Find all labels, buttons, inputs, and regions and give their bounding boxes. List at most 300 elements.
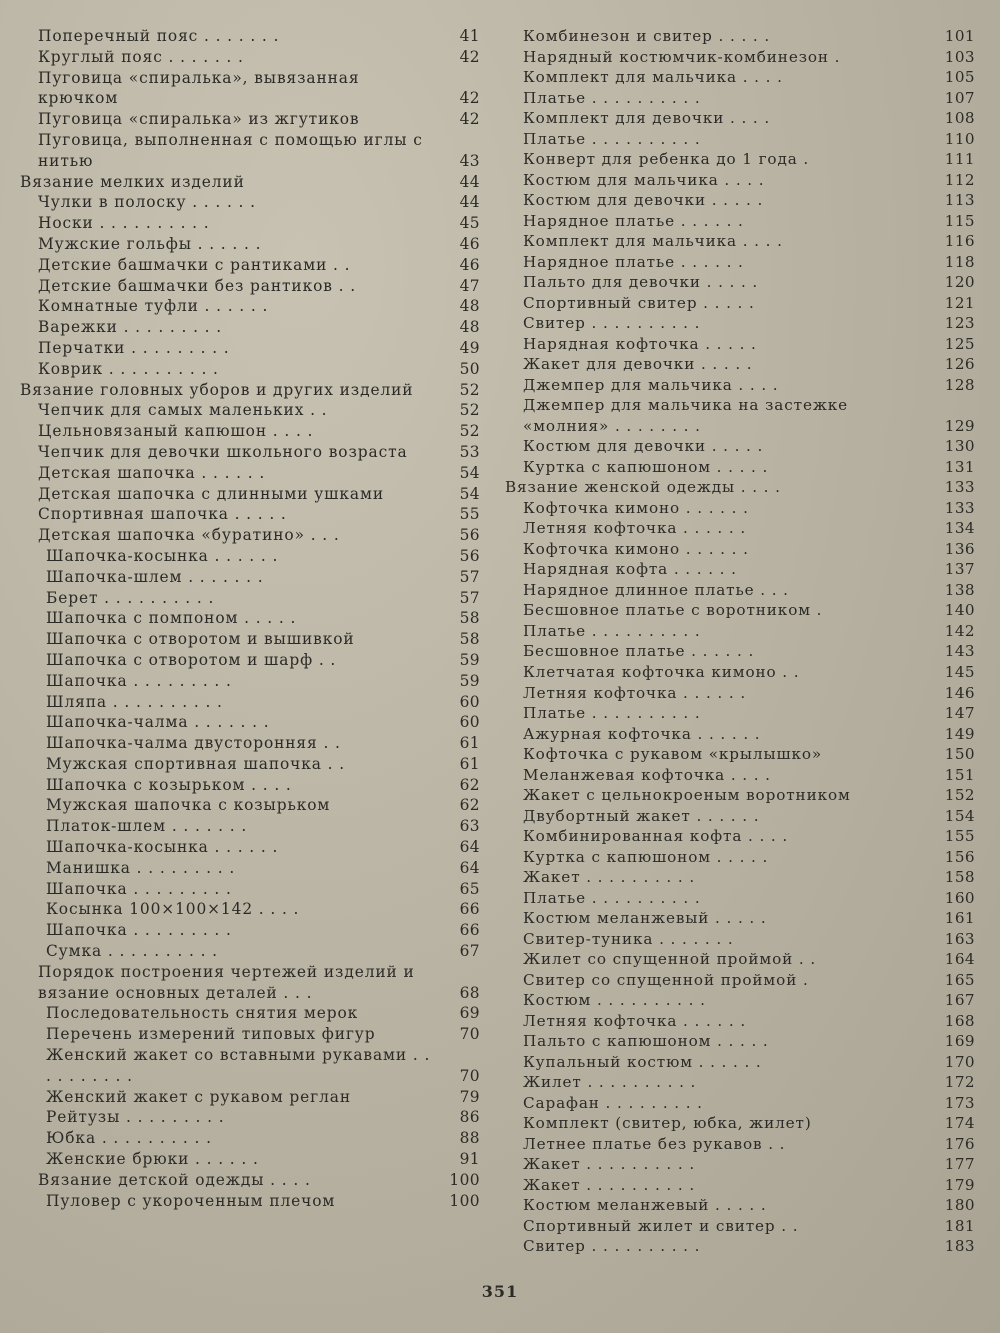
toc-entry-page: 62 bbox=[459, 796, 480, 815]
toc-entry-page: 170 bbox=[944, 1052, 975, 1071]
toc-entry bbox=[20, 920, 480, 941]
toc-entry-title: Нарядное длинное платье . . . bbox=[523, 580, 789, 599]
toc-entry-page: 116 bbox=[944, 232, 975, 251]
toc-entry bbox=[505, 1052, 975, 1073]
toc-entry bbox=[20, 795, 480, 816]
toc-entry-title: Летняя кофточка . . . . . . bbox=[523, 683, 747, 702]
toc-entry-page: 105 bbox=[944, 68, 975, 87]
toc-entry bbox=[505, 867, 975, 888]
toc-entry bbox=[20, 213, 480, 234]
toc-entry-page: 56 bbox=[459, 526, 480, 545]
toc-entry-page: 57 bbox=[459, 567, 480, 586]
toc-entry-title: Спортивный жилет и свитер . . bbox=[523, 1216, 799, 1235]
toc-entry-title: Комбинированная кофта . . . . bbox=[523, 827, 789, 846]
toc-entry-title: Комплект для девочки . . . . bbox=[523, 109, 771, 128]
toc-entry-title: Мужская спортивная шапочка . . bbox=[46, 754, 346, 773]
toc-entry bbox=[20, 400, 480, 421]
toc-entry-page: 110 bbox=[944, 129, 975, 148]
toc-entry bbox=[20, 504, 480, 525]
toc-entry-title: Юбка . . . . . . . . . . bbox=[46, 1129, 212, 1148]
toc-entry-page: 113 bbox=[944, 191, 975, 210]
toc-entry-title: Жакет с цельнокроеным воротником bbox=[523, 786, 851, 805]
toc-entry-page: 151 bbox=[944, 765, 975, 784]
toc-entry-page: 176 bbox=[944, 1134, 975, 1153]
toc-entry-page: 154 bbox=[944, 806, 975, 825]
toc-entry bbox=[505, 1072, 975, 1093]
toc-entry bbox=[20, 192, 480, 213]
toc-entry-page: 173 bbox=[944, 1093, 975, 1112]
toc-entry-title: Костюм для мальчика . . . . bbox=[523, 170, 765, 189]
toc-entry-page: 60 bbox=[459, 692, 480, 711]
toc-entry-page: 68 bbox=[459, 983, 480, 1002]
toc-entry-page: 108 bbox=[944, 109, 975, 128]
toc-entry-title: Летняя кофточка . . . . . . bbox=[523, 519, 747, 538]
toc-entry-page: 147 bbox=[944, 704, 975, 723]
toc-entry bbox=[505, 88, 975, 109]
toc-entry bbox=[20, 359, 480, 380]
toc-entry bbox=[20, 608, 480, 629]
toc-entry bbox=[20, 1149, 480, 1170]
toc-entry-title: Шапочка . . . . . . . . . bbox=[46, 879, 232, 898]
toc-entry bbox=[505, 703, 975, 724]
toc-entry-title: Пуговица «спиралька», вывязанная крючком bbox=[38, 68, 360, 108]
toc-entry-page: 52 bbox=[459, 422, 480, 441]
toc-entry-page: 103 bbox=[944, 47, 975, 66]
toc-entry-title: Вязание женской одежды . . . . bbox=[505, 478, 781, 497]
toc-entry-page: 172 bbox=[944, 1073, 975, 1092]
toc-entry bbox=[505, 949, 975, 970]
toc-entry-page: 100 bbox=[449, 1170, 480, 1189]
toc-entry-page: 48 bbox=[459, 297, 480, 316]
toc-entry bbox=[20, 276, 480, 297]
toc-entry-title: Шапочка с отворотом и вышивкой bbox=[46, 630, 355, 649]
toc-entry-title: Платье . . . . . . . . . . bbox=[523, 621, 701, 640]
toc-entry-page: 59 bbox=[459, 671, 480, 690]
toc-entry-page: 44 bbox=[459, 172, 480, 191]
toc-entry-page: 54 bbox=[459, 484, 480, 503]
toc-entry-page: 42 bbox=[459, 89, 480, 108]
toc-entry bbox=[20, 338, 480, 359]
page-number: 351 bbox=[481, 1282, 519, 1301]
toc-left-column bbox=[20, 26, 480, 1211]
toc-entry bbox=[505, 1195, 975, 1216]
toc-entry bbox=[20, 525, 480, 546]
toc-entry-page: 70 bbox=[459, 1025, 480, 1044]
toc-entry-title: Костюм . . . . . . . . . . bbox=[523, 991, 706, 1010]
toc-entry bbox=[505, 990, 975, 1011]
toc-entry bbox=[505, 662, 975, 683]
toc-entry-page: 59 bbox=[459, 650, 480, 669]
toc-entry bbox=[505, 231, 975, 252]
toc-entry bbox=[505, 518, 975, 539]
toc-entry-title: Детские башмачки без рантиков . . bbox=[38, 276, 357, 295]
toc-entry bbox=[20, 1191, 480, 1212]
toc-entry bbox=[505, 1011, 975, 1032]
toc-entry bbox=[20, 1045, 480, 1087]
toc-entry-page: 52 bbox=[459, 380, 480, 399]
toc-entry-title: Женский жакет со вставными рукавами . . . . . . . . . . bbox=[46, 1046, 431, 1085]
toc-entry bbox=[20, 47, 480, 68]
toc-entry-page: 142 bbox=[944, 621, 975, 640]
toc-entry-page: 49 bbox=[459, 338, 480, 357]
toc-entry bbox=[20, 671, 480, 692]
toc-entry-title: Пуговица «спиралька» из жгутиков bbox=[38, 110, 360, 129]
toc-entry-page: 52 bbox=[459, 401, 480, 420]
toc-entry bbox=[505, 970, 975, 991]
toc-entry-title: Последовательность снятия мерок bbox=[46, 1004, 359, 1023]
toc-entry-title: Купальный костюм . . . . . . bbox=[523, 1052, 762, 1071]
toc-entry-title: Свитер со спущенной проймой . bbox=[523, 970, 809, 989]
toc-entry-page: 44 bbox=[459, 193, 480, 212]
toc-entry-page: 129 bbox=[944, 416, 975, 435]
toc-entry bbox=[505, 334, 975, 355]
toc-entry-title: Платье . . . . . . . . . . bbox=[523, 888, 701, 907]
toc-entry-title: Шапочка-чалма . . . . . . . bbox=[46, 713, 270, 732]
toc-entry-page: 121 bbox=[944, 293, 975, 312]
toc-entry bbox=[20, 130, 480, 172]
toc-entry-page: 91 bbox=[459, 1150, 480, 1169]
toc-entry-title: Комплект для мальчика . . . . bbox=[523, 232, 783, 251]
toc-entry-page: 143 bbox=[944, 642, 975, 661]
toc-entry-title: Мужская шапочка с козырьком bbox=[46, 796, 331, 815]
toc-entry-page: 88 bbox=[459, 1129, 480, 1148]
toc-entry-page: 164 bbox=[944, 950, 975, 969]
toc-entry bbox=[20, 899, 480, 920]
toc-entry-title: Свитер . . . . . . . . . . bbox=[523, 1237, 701, 1256]
toc-entry bbox=[505, 47, 975, 68]
toc-entry-page: 158 bbox=[944, 868, 975, 887]
toc-entry-title: Летняя кофточка . . . . . . bbox=[523, 1011, 747, 1030]
toc-entry bbox=[20, 296, 480, 317]
toc-entry bbox=[20, 484, 480, 505]
toc-entry-title: Пальто для девочки . . . . . bbox=[523, 273, 759, 292]
toc-entry-page: 156 bbox=[944, 847, 975, 866]
toc-entry bbox=[505, 67, 975, 88]
toc-entry bbox=[505, 108, 975, 129]
toc-entry-page: 43 bbox=[459, 151, 480, 170]
toc-entry-page: 62 bbox=[459, 775, 480, 794]
toc-entry-page: 112 bbox=[944, 170, 975, 189]
toc-entry-title: Комплект (свитер, юбка, жилет) bbox=[523, 1114, 812, 1133]
toc-entry-page: 65 bbox=[459, 879, 480, 898]
toc-entry bbox=[505, 744, 975, 765]
toc-entry-page: 66 bbox=[459, 921, 480, 940]
toc-entry-title: Куртка с капюшоном . . . . . bbox=[523, 457, 769, 476]
toc-entry-page: 45 bbox=[459, 214, 480, 233]
toc-entry bbox=[505, 129, 975, 150]
toc-entry-page: 133 bbox=[944, 478, 975, 497]
toc-entry-title: Ажурная кофточка . . . . . . bbox=[523, 724, 761, 743]
toc-entry-page: 131 bbox=[944, 457, 975, 476]
toc-entry-page: 174 bbox=[944, 1114, 975, 1133]
toc-entry bbox=[20, 380, 480, 401]
toc-entry-page: 130 bbox=[944, 437, 975, 456]
toc-entry bbox=[505, 683, 975, 704]
toc-entry bbox=[20, 442, 480, 463]
toc-entry-page: 54 bbox=[459, 463, 480, 482]
toc-entry bbox=[20, 962, 480, 1004]
toc-entry-title: Костюм меланжевый . . . . . bbox=[523, 909, 767, 928]
toc-entry-page: 137 bbox=[944, 560, 975, 579]
toc-entry-page: 63 bbox=[459, 817, 480, 836]
toc-entry-title: Рейтузы . . . . . . . . . bbox=[46, 1108, 225, 1127]
toc-entry-title: Чепчик для девочки школьного возраста bbox=[38, 442, 408, 461]
toc-entry-title: Детские башмачки с рантиками . . bbox=[38, 255, 351, 274]
toc-entry bbox=[20, 1107, 480, 1128]
toc-entry-page: 86 bbox=[459, 1108, 480, 1127]
toc-entry bbox=[20, 463, 480, 484]
toc-entry bbox=[20, 234, 480, 255]
toc-entry bbox=[505, 621, 975, 642]
toc-entry bbox=[505, 1216, 975, 1237]
toc-entry-page: 53 bbox=[459, 442, 480, 461]
toc-entry-page: 152 bbox=[944, 786, 975, 805]
toc-entry bbox=[20, 26, 480, 47]
toc-entry bbox=[505, 436, 975, 457]
toc-entry-page: 150 bbox=[944, 745, 975, 764]
toc-entry-title: Пуговица, выполненная с помощью иглы с нитью bbox=[38, 130, 423, 170]
toc-entry-title: Комнатные туфли . . . . . . bbox=[38, 297, 269, 316]
toc-entry bbox=[20, 1003, 480, 1024]
toc-entry-page: 66 bbox=[459, 900, 480, 919]
toc-entry-page: 57 bbox=[459, 588, 480, 607]
toc-entry bbox=[20, 650, 480, 671]
toc-entry-title: Спортивный свитер . . . . . bbox=[523, 293, 755, 312]
toc-entry-page: 60 bbox=[459, 713, 480, 732]
toc-entry-page: 181 bbox=[944, 1216, 975, 1235]
toc-entry-title: Шапочка . . . . . . . . . bbox=[46, 921, 232, 940]
toc-entry-page: 149 bbox=[944, 724, 975, 743]
toc-entry-title: Свитер . . . . . . . . . . bbox=[523, 314, 701, 333]
toc-entry bbox=[505, 539, 975, 560]
toc-entry-title: Летнее платье без рукавов . . bbox=[523, 1134, 786, 1153]
toc-entry-page: 126 bbox=[944, 355, 975, 374]
toc-entry bbox=[20, 858, 480, 879]
toc-entry-title: Платье . . . . . . . . . . bbox=[523, 704, 701, 723]
toc-entry bbox=[505, 724, 975, 745]
toc-entry-page: 100 bbox=[449, 1191, 480, 1210]
toc-entry-title: Берет . . . . . . . . . . bbox=[46, 588, 215, 607]
toc-entry-title: Бесшовное платье с воротником . bbox=[523, 601, 823, 620]
toc-entry bbox=[505, 498, 975, 519]
toc-entry-title: Варежки . . . . . . . . . bbox=[38, 318, 223, 337]
toc-entry bbox=[20, 567, 480, 588]
toc-entry-title: Сарафан . . . . . . . . . bbox=[523, 1093, 703, 1112]
toc-entry bbox=[505, 1154, 975, 1175]
toc-entry bbox=[505, 26, 975, 47]
toc-entry-page: 61 bbox=[459, 754, 480, 773]
toc-entry-title: Кофточка кимоно . . . . . . bbox=[523, 498, 749, 517]
toc-entry bbox=[20, 317, 480, 338]
toc-entry bbox=[505, 252, 975, 273]
toc-entry bbox=[20, 421, 480, 442]
toc-entry-title: Чулки в полоску . . . . . . bbox=[38, 193, 256, 212]
toc-entry bbox=[505, 190, 975, 211]
toc-entry bbox=[20, 1128, 480, 1149]
toc-entry-page: 41 bbox=[459, 27, 480, 45]
toc-entry-title: Нарядная кофта . . . . . . bbox=[523, 560, 737, 579]
toc-entry-title: Цельновязаный капюшон . . . . bbox=[38, 422, 314, 441]
toc-right-column bbox=[505, 26, 975, 1257]
toc-entry bbox=[20, 692, 480, 713]
toc-entry-title: Манишка . . . . . . . . . bbox=[46, 858, 236, 877]
toc-entry-page: 107 bbox=[944, 88, 975, 107]
toc-entry bbox=[505, 1031, 975, 1052]
toc-entry bbox=[505, 457, 975, 478]
toc-entry-page: 155 bbox=[944, 827, 975, 846]
toc-entry bbox=[505, 785, 975, 806]
toc-entry bbox=[505, 170, 975, 191]
toc-entry bbox=[505, 826, 975, 847]
toc-entry bbox=[505, 1175, 975, 1196]
toc-entry bbox=[20, 754, 480, 775]
toc-entry-title: Шапочка-косынка . . . . . . bbox=[46, 838, 279, 857]
toc-entry-page: 165 bbox=[944, 970, 975, 989]
toc-entry-page: 177 bbox=[944, 1155, 975, 1174]
toc-entry-title: Шапочка с помпоном . . . . . bbox=[46, 609, 297, 628]
toc-entry-page: 61 bbox=[459, 734, 480, 753]
toc-entry bbox=[505, 293, 975, 314]
toc-entry-title: Нарядная кофточка . . . . . bbox=[523, 334, 757, 353]
toc-entry-page: 168 bbox=[944, 1011, 975, 1030]
toc-entry-page: 179 bbox=[944, 1175, 975, 1194]
toc-entry-page: 48 bbox=[459, 318, 480, 337]
toc-entry-page: 79 bbox=[459, 1087, 480, 1106]
toc-entry-page: 160 bbox=[944, 888, 975, 907]
toc-entry-title: Жакет . . . . . . . . . . bbox=[523, 868, 696, 887]
toc-entry-page: 163 bbox=[944, 929, 975, 948]
toc-entry-page: 46 bbox=[459, 234, 480, 253]
toc-entry-page: 58 bbox=[459, 609, 480, 628]
toc-entry-title: Кофточка кимоно . . . . . . bbox=[523, 539, 749, 558]
toc-entry-page: 56 bbox=[459, 546, 480, 565]
toc-entry-page: 125 bbox=[944, 334, 975, 353]
toc-entry-title: Костюм меланжевый . . . . . bbox=[523, 1196, 767, 1215]
toc-entry-title: Шапочка-чалма двусторонняя . . bbox=[46, 734, 341, 753]
toc-entry-title: Шапочка с козырьком . . . . bbox=[46, 775, 292, 794]
toc-entry-page: 118 bbox=[944, 252, 975, 271]
toc-entry bbox=[20, 879, 480, 900]
toc-entry-title: Жакет . . . . . . . . . . bbox=[523, 1175, 696, 1194]
toc-entry-page: 64 bbox=[459, 838, 480, 857]
toc-entry-page: 180 bbox=[944, 1196, 975, 1215]
toc-entry bbox=[505, 477, 975, 498]
toc-entry-page: 64 bbox=[459, 858, 480, 877]
toc-entry-title: Вязание головных уборов и других изделий bbox=[20, 380, 414, 399]
toc-entry-title: Сумка . . . . . . . . . . bbox=[46, 942, 218, 961]
toc-entry-title: Джемпер для мальчика . . . . bbox=[523, 375, 779, 394]
toc-entry-title: Костюм для девочки . . . . . bbox=[523, 437, 764, 456]
toc-entry bbox=[20, 712, 480, 733]
toc-entry bbox=[20, 109, 480, 130]
toc-entry-title: Клетчатая кофточка кимоно . . bbox=[523, 662, 800, 681]
toc-entry-title: Вязание мелких изделий bbox=[20, 172, 245, 191]
toc-entry bbox=[505, 1093, 975, 1114]
toc-entry bbox=[505, 641, 975, 662]
toc-entry-page: 58 bbox=[459, 630, 480, 649]
toc-entry-title: Комбинезон и свитер . . . . . bbox=[523, 27, 771, 45]
toc-entry-title: Джемпер для мальчика на застежке «молния» . . . . . . . . bbox=[523, 396, 849, 435]
toc-entry-page: 69 bbox=[459, 1004, 480, 1023]
toc-entry-page: 42 bbox=[459, 47, 480, 66]
toc-entry-page: 123 bbox=[944, 314, 975, 333]
toc-entry-title: Спортивная шапочка . . . . . bbox=[38, 505, 287, 524]
toc-entry-page: 111 bbox=[944, 150, 975, 169]
toc-entry bbox=[505, 1236, 975, 1257]
toc-entry bbox=[20, 941, 480, 962]
toc-entry-title: Нарядное платье . . . . . . bbox=[523, 211, 744, 230]
toc-entry-page: 42 bbox=[459, 110, 480, 129]
toc-entry bbox=[505, 806, 975, 827]
toc-entry-title: Коврик . . . . . . . . . . bbox=[38, 359, 219, 378]
toc-entry bbox=[505, 888, 975, 909]
toc-entry-title: Меланжевая кофточка . . . . bbox=[523, 765, 771, 784]
toc-entry bbox=[505, 765, 975, 786]
toc-entry-title: Платье . . . . . . . . . . bbox=[523, 88, 701, 107]
toc-entry-title: Пальто с капюшоном . . . . . bbox=[523, 1032, 769, 1051]
toc-entry bbox=[505, 395, 975, 436]
toc-entry-title: Носки . . . . . . . . . . bbox=[38, 214, 210, 233]
toc-entry bbox=[505, 600, 975, 621]
toc-entry-title: Платок-шлем . . . . . . . bbox=[46, 817, 248, 836]
toc-entry-title: Перечень измерений типовых фигур bbox=[46, 1025, 376, 1044]
toc-entry-page: 47 bbox=[459, 276, 480, 295]
toc-entry-page: 138 bbox=[944, 580, 975, 599]
toc-entry-title: Детская шапочка с длинными ушками bbox=[38, 484, 385, 503]
toc-entry bbox=[505, 149, 975, 170]
toc-entry-title: Жакет . . . . . . . . . . bbox=[523, 1155, 696, 1174]
toc-entry-title: Поперечный пояс . . . . . . . bbox=[38, 27, 280, 45]
toc-entry-title: Женские брюки . . . . . . bbox=[46, 1150, 259, 1169]
toc-entry bbox=[20, 837, 480, 858]
toc-entry-title: Детская шапочка «буратино» . . . bbox=[38, 526, 340, 545]
toc-entry bbox=[20, 546, 480, 567]
toc-entry bbox=[20, 255, 480, 276]
toc-entry-title: Кофточка с рукавом «крылышко» bbox=[523, 745, 823, 764]
toc-entry-title: Конверт для ребенка до 1 года . bbox=[523, 150, 810, 169]
toc-entry bbox=[505, 929, 975, 950]
toc-entry-title: Шапочка . . . . . . . . . bbox=[46, 671, 232, 690]
toc-entry-page: 183 bbox=[944, 1237, 975, 1256]
toc-entry-title: Шапочка-косынка . . . . . . bbox=[46, 546, 279, 565]
toc-entry-title: Чепчик для самых маленьких . . bbox=[38, 401, 328, 420]
toc-entry-title: Женский жакет с рукавом реглан bbox=[46, 1087, 352, 1106]
toc-entry-page: 46 bbox=[459, 255, 480, 274]
toc-entry bbox=[20, 588, 480, 609]
toc-entry-page: 169 bbox=[944, 1032, 975, 1051]
toc-entry-title: Жилет со спущенной проймой . . bbox=[523, 950, 817, 969]
toc-entry-page: 101 bbox=[944, 27, 975, 45]
toc-entry-title: Куртка с капюшоном . . . . . bbox=[523, 847, 769, 866]
toc-entry bbox=[505, 559, 975, 580]
toc-entry-page: 50 bbox=[459, 359, 480, 378]
toc-entry-title: Вязание детской одежды . . . . bbox=[38, 1170, 311, 1189]
toc-entry-page: 55 bbox=[459, 505, 480, 524]
toc-entry-title: Косынка 100×100×142 . . . . bbox=[46, 900, 300, 919]
toc-entry-title: Шапочка-шлем . . . . . . . bbox=[46, 567, 264, 586]
toc-entry-title: Порядок построения чертежей изделий и вязание основных деталей . . . bbox=[38, 962, 415, 1002]
toc-entry-page: 134 bbox=[944, 519, 975, 538]
toc-entry bbox=[20, 1170, 480, 1191]
toc-entry-title: Нарядное платье . . . . . . bbox=[523, 252, 744, 271]
toc-entry-title: Костюм для девочки . . . . . bbox=[523, 191, 764, 210]
toc-entry-title: Шляпа . . . . . . . . . . bbox=[46, 692, 223, 711]
toc-entry-page: 161 bbox=[944, 909, 975, 928]
toc-entry bbox=[505, 272, 975, 293]
toc-entry-title: Круглый пояс . . . . . . . bbox=[38, 47, 244, 66]
toc-entry-title: Нарядный костюмчик-комбинезон . bbox=[523, 47, 841, 66]
toc-entry bbox=[20, 172, 480, 193]
